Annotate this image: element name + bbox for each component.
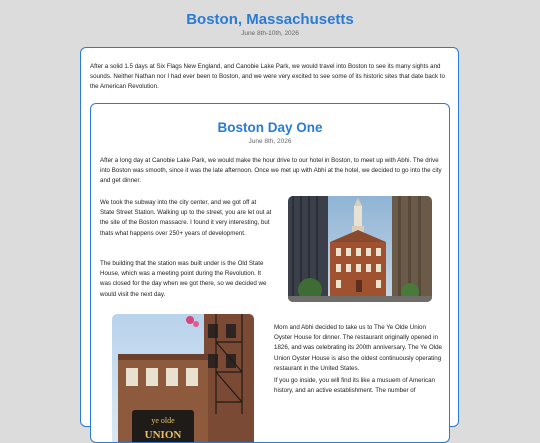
day-one-paragraph-4: Mom and Abhi decided to take us to The Ye Olde Union Oyster House for dinner. The restaurant originally opened in 1826, and was celebrating its 200th anniversary. The Ye Olde Union Oyster House is also the oldest continuously operating restaurant in the United States.	[274, 324, 442, 372]
intro-paragraph: After a solid 1.5 days at Six Flags New England, and Canobie Lake Park, we would travel into Boston to see its many sights and sounds. Neither Nathan nor I had ever been to Boston, and we were very excited to see some of its historic sites that date back to the American Revolution.	[90, 63, 445, 91]
day-one-paragraph-3: The building that the station was built under is the Old State House, which was a meeting point during the Revolution. It was closed for the day when we got there, so we decided we would visit the next day.	[100, 260, 267, 298]
page-title: Boston, Massachusetts	[186, 11, 354, 28]
old-state-house-photo	[288, 196, 432, 302]
day-one-card	[90, 103, 450, 443]
day-one-paragraph-1: After a long day at Canobie Lake Park, we would make the hour drive to our hotel in Boston, to meet up with Abhi. The drive into Boston was smooth, since it was the late afternoon. Once we met up with Abhi at the hotel, we decided to go into the city and get dinner.	[100, 157, 442, 185]
page-header	[0, 0, 540, 37]
sign-line-2: UNION	[144, 429, 182, 441]
union-oyster-house-photo	[112, 314, 254, 443]
day-one-paragraph-2: We took the subway into the city center, and we got off at State Street Station. Walking up to the street, you are let out at the site of the Boston massacre. I found it very interesting, but thats what happens over 250+ years of development.	[100, 199, 272, 237]
day-one-date: June 8th, 2026	[248, 138, 292, 145]
sign-line-1: ye olde	[151, 416, 175, 425]
trip-dates: June 8th-10th, 2026	[241, 30, 299, 37]
day-one-title: Boston Day One	[217, 120, 323, 135]
day-one-paragraph-5: If you go inside, you will find its like a musuem of American history, and an active establishment. The number of	[274, 377, 435, 395]
trip-card	[80, 47, 459, 441]
